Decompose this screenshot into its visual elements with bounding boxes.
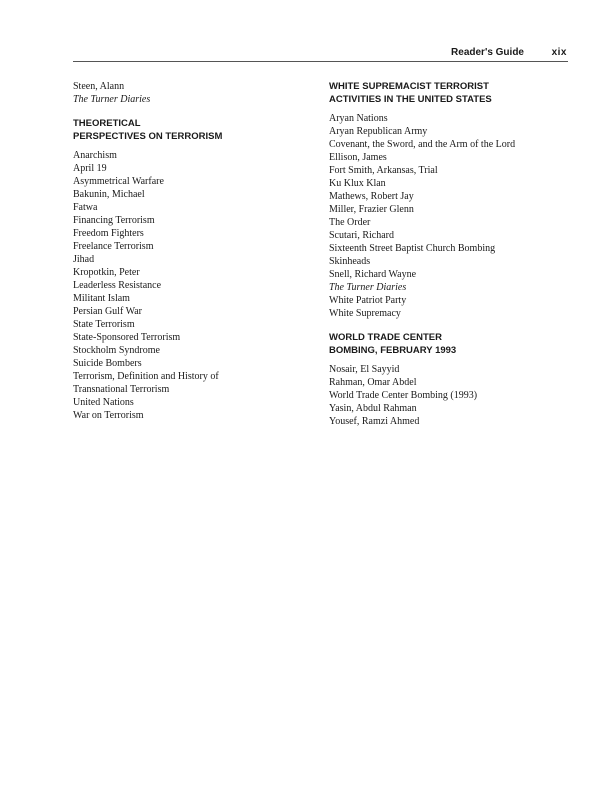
guide-entry: Kropotkin, Peter	[73, 267, 140, 278]
guide-entry: War on Terrorism	[73, 410, 144, 421]
guide-entry: Financing Terrorism	[73, 215, 155, 226]
guide-entry: Bakunin, Michael	[73, 189, 145, 200]
guide-entry: The Order	[329, 217, 371, 228]
guide-entry: White Patriot Party	[329, 295, 407, 306]
guide-entry: Scutari, Richard	[329, 230, 394, 241]
right-column	[329, 80, 569, 439]
guide-entry: Rahman, Omar Abdel	[329, 377, 417, 388]
section-heading-line: ACTIVITIES IN THE UNITED STATES	[329, 94, 492, 105]
guide-entry: Freelance Terrorism	[73, 241, 154, 252]
guide-entry: Ellison, James	[329, 152, 387, 163]
guide-entry: White Supremacy	[329, 308, 401, 319]
guide-entry: Miller, Frazier Glenn	[329, 204, 414, 215]
guide-entry: State-Sponsored Terrorism	[73, 332, 181, 343]
guide-entry: Fort Smith, Arkansas, Trial	[329, 165, 438, 176]
guide-section	[329, 80, 569, 320]
guide-entry: The Turner Diaries	[73, 94, 151, 105]
guide-entry: Aryan Nations	[329, 113, 388, 124]
guide-entry: Suicide Bombers	[73, 358, 142, 369]
guide-entry: Yasin, Abdul Rahman	[329, 403, 417, 414]
guide-entry: Nosair, El Sayyid	[329, 364, 400, 375]
running-header-title: Reader's Guide	[451, 47, 524, 58]
section-heading-line: WHITE SUPREMACIST TERRORIST	[329, 81, 489, 92]
section-heading-line: BOMBING, FEBRUARY 1993	[329, 345, 457, 356]
guide-entry: Anarchism	[73, 150, 117, 161]
guide-entry: Steen, Alann	[73, 81, 125, 92]
left-column	[73, 80, 313, 433]
guide-entry: State Terrorism	[73, 319, 135, 330]
guide-entry: Fatwa	[73, 202, 98, 213]
guide-entry: United Nations	[73, 397, 134, 408]
section-heading-line: WORLD TRADE CENTER	[329, 332, 442, 343]
section-heading-line: PERSPECTIVES ON TERRORISM	[73, 131, 223, 142]
section-heading	[329, 331, 569, 357]
guide-entry: Covenant, the Sword, and the Arm of the Lord	[329, 139, 516, 150]
guide-entry: Freedom Fighters	[73, 228, 144, 239]
guide-entry: Ku Klux Klan	[329, 178, 386, 189]
guide-entry: Sixteenth Street Baptist Church Bombing	[329, 243, 496, 254]
guide-entry: April 19	[73, 163, 107, 174]
section-heading	[73, 117, 313, 143]
guide-entry: World Trade Center Bombing (1993)	[329, 390, 478, 401]
guide-entry: Yousef, Ramzi Ahmed	[329, 416, 420, 427]
guide-entry: Leaderless Resistance	[73, 280, 162, 291]
guide-entry: Skinheads	[329, 256, 371, 267]
guide-entry: Aryan Republican Army	[329, 126, 428, 137]
guide-entry: Persian Gulf War	[73, 306, 142, 317]
page-number: xix	[551, 47, 567, 58]
guide-entry: Terrorism, Definition and History of	[73, 371, 219, 382]
guide-section	[73, 117, 313, 422]
section-heading	[329, 80, 569, 106]
guide-entry: Stockholm Syndrome	[73, 345, 160, 356]
guide-section	[329, 331, 569, 428]
guide-entry: Militant Islam	[73, 293, 130, 304]
running-header	[73, 43, 568, 62]
guide-entry: Jihad	[73, 254, 95, 265]
guide-entry: Asymmetrical Warfare	[73, 176, 164, 187]
guide-entry: Transnational Terrorism	[73, 384, 170, 395]
guide-section	[73, 80, 313, 106]
section-heading-line: THEORETICAL	[73, 118, 141, 129]
guide-entry: The Turner Diaries	[329, 282, 407, 293]
guide-entry: Snell, Richard Wayne	[329, 269, 417, 280]
guide-entry: Mathews, Robert Jay	[329, 191, 414, 202]
